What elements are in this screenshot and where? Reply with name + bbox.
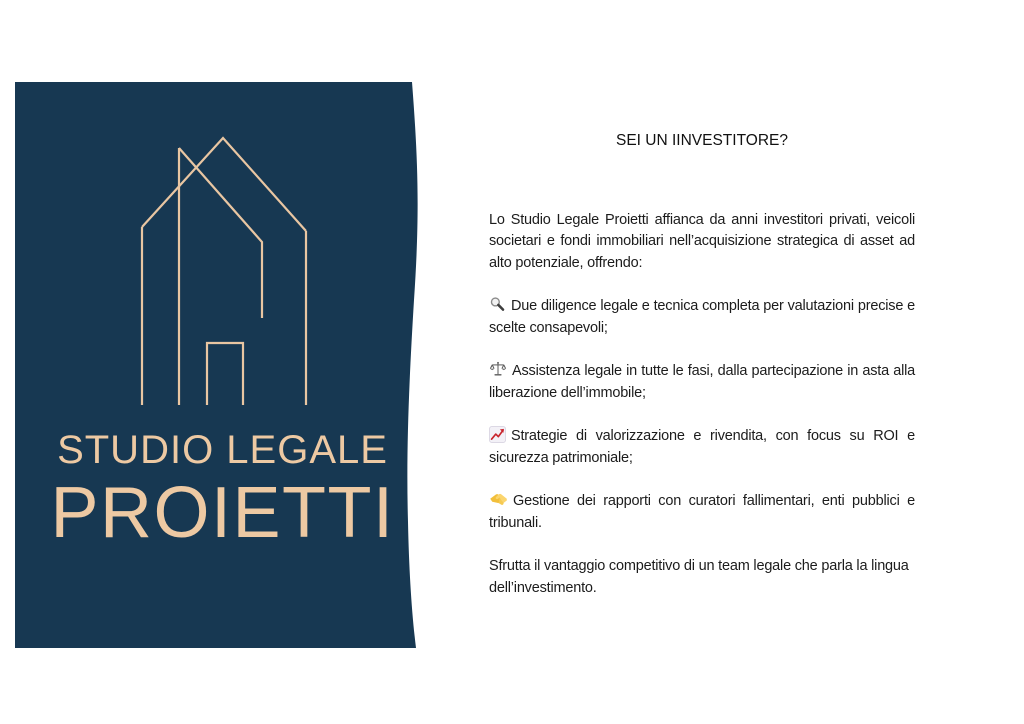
balance-scale-icon	[489, 361, 507, 378]
handshake-icon	[489, 491, 508, 508]
bullet-text: Gestione dei rapporti con curatori fallimentari, enti pubblici e tribunali.	[489, 493, 915, 531]
brand-name-line1: STUDIO LEGALE	[57, 428, 388, 472]
bullet-text: Strategie di valorizzazione e rivendita, con focus su ROI e sicurezza patrimoniale;	[489, 428, 915, 466]
bullet-text: Assistenza legale in tutte le fasi, dalla partecipazione in asta alla liberazione dell’immobile;	[489, 363, 915, 401]
bullet-strategie	[489, 426, 915, 469]
brand-name-line2: PROIETTI	[50, 473, 395, 553]
magnifying-glass-icon	[489, 296, 506, 313]
closing-paragraph: Sfrutta il vantaggio competitivo di un team legale che parla la lingua dell’investimento.	[489, 558, 909, 596]
bullet-gestione-rapporti	[489, 491, 915, 534]
bullet-assistenza-legale	[489, 361, 915, 404]
chart-increasing-icon	[489, 426, 506, 443]
intro-paragraph: Lo Studio Legale Proietti affianca da anni investitori privati, veicoli societari e fondi immobiliari nell’acquisizione strategica di asset ad alto potenziale, offrendo:	[489, 211, 915, 271]
content-column	[489, 0, 915, 599]
bullet-due-diligence	[489, 296, 915, 339]
house-outline-icon	[0, 0, 440, 724]
brand-wordmark	[30, 428, 415, 553]
brand-panel	[0, 0, 440, 724]
bullet-text: Due diligence legale e tecnica completa per valutazioni precise e scelte consapevoli;	[489, 298, 915, 336]
page-title: SEI UN IINVESTITORE?	[616, 132, 788, 149]
